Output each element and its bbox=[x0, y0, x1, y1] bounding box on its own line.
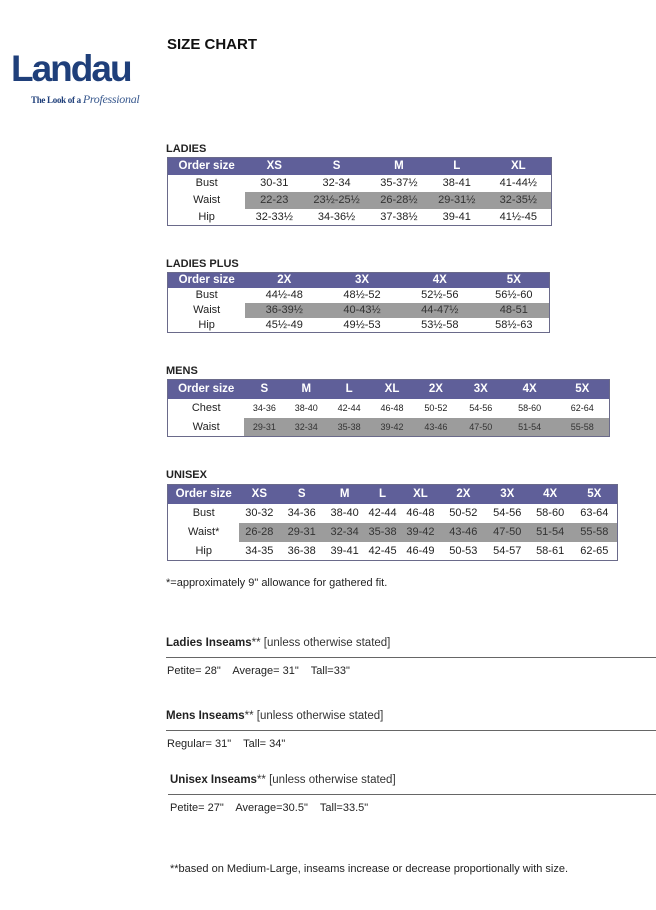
size-header: XS bbox=[245, 158, 303, 175]
measurement-value: 54-56 bbox=[469, 403, 493, 413]
unisex-section-title: UNISEX bbox=[166, 469, 207, 481]
measurement-value: 29-31 bbox=[279, 523, 324, 542]
measurement-value: 58-60 bbox=[518, 403, 542, 413]
measurement-value: 32-33½ bbox=[255, 210, 293, 223]
measurement-value: 46-49 bbox=[406, 544, 435, 557]
size-header: 4X bbox=[401, 273, 479, 288]
size-header: 3X bbox=[323, 273, 401, 288]
measurement-value: 41-44½ bbox=[499, 177, 537, 189]
ladies-inseams-values: Petite= 28" Average= 31" Tall=33" bbox=[167, 665, 350, 677]
measurement-row-waist bbox=[168, 192, 552, 209]
measurement-value: 38-40 bbox=[294, 403, 318, 413]
size-header: M bbox=[284, 380, 328, 399]
size-header: S bbox=[303, 158, 370, 175]
measurement-value: 50-53 bbox=[449, 544, 478, 557]
measurement-value: 46-48 bbox=[406, 507, 435, 519]
size-header: L bbox=[328, 380, 370, 399]
measurement-row-waist bbox=[168, 303, 550, 318]
ladies-plus-size-table bbox=[167, 272, 550, 333]
measurement-value: 39-42 bbox=[370, 418, 414, 437]
measurement-value: 51-54 bbox=[529, 523, 572, 542]
measurement-value: 30-32 bbox=[245, 507, 274, 519]
logo-tagline-prefix: The Look of a bbox=[31, 95, 83, 105]
size-header: 2X bbox=[414, 380, 458, 399]
measurement-value: 39-42 bbox=[400, 523, 441, 542]
measurement-value: 50-52 bbox=[449, 507, 478, 519]
measurement-label: Waist bbox=[193, 194, 221, 206]
size-header: XL bbox=[486, 158, 552, 175]
measurement-value: 38-41 bbox=[442, 177, 471, 189]
measurement-row-bust bbox=[168, 504, 618, 523]
measurement-value: 62-65 bbox=[580, 544, 609, 557]
size-header: 4X bbox=[529, 485, 572, 504]
ladies-header-row bbox=[168, 158, 552, 175]
measurement-value: 40-43½ bbox=[323, 303, 401, 318]
measurement-value: 42-44 bbox=[368, 507, 397, 519]
measurement-value: 23½-25½ bbox=[303, 192, 370, 209]
ladies-plus-header-row bbox=[168, 273, 550, 288]
measurement-value: 42-44 bbox=[337, 403, 361, 413]
mens-inseams-values: Regular= 31" Tall= 34" bbox=[167, 738, 286, 750]
order-size-header: Order size bbox=[168, 158, 246, 175]
unisex-inseams-heading bbox=[170, 774, 396, 786]
size-header: XL bbox=[370, 380, 414, 399]
ladies-inseams-heading bbox=[166, 637, 390, 649]
measurement-value: 44-47½ bbox=[401, 303, 479, 318]
size-header: 4X bbox=[504, 380, 556, 399]
measurement-value: 35-38 bbox=[365, 523, 400, 542]
measurement-value: 48½-52 bbox=[343, 289, 381, 301]
measurement-value: 41½-45 bbox=[499, 210, 537, 223]
ladies-inseams-divider bbox=[166, 657, 656, 658]
measurement-value: 38-40 bbox=[330, 507, 359, 519]
measurement-value: 63-64 bbox=[580, 507, 609, 519]
measurement-row-waist bbox=[168, 523, 618, 542]
measurement-value: 39-41 bbox=[330, 544, 359, 557]
measurement-value: 51-54 bbox=[504, 418, 556, 437]
measurement-label: Chest bbox=[191, 402, 221, 414]
size-header: 5X bbox=[572, 485, 618, 504]
size-header: XS bbox=[239, 485, 279, 504]
gathered-fit-note: *=approximately 9" allowance for gathered fit. bbox=[166, 577, 388, 589]
logo-tagline bbox=[31, 92, 139, 107]
size-header: M bbox=[324, 485, 365, 504]
mens-inseams-divider bbox=[166, 730, 656, 731]
measurement-row-hip bbox=[168, 318, 550, 333]
size-header: 5X bbox=[479, 273, 550, 288]
measurement-value: 34-36 bbox=[287, 507, 316, 519]
measurement-label: Bust bbox=[195, 289, 218, 301]
order-size-header: Order size bbox=[168, 380, 245, 399]
measurement-value: 46-48 bbox=[380, 403, 404, 413]
size-header: 3X bbox=[458, 380, 504, 399]
measurement-value: 22-23 bbox=[245, 192, 303, 209]
page-title: SIZE CHART bbox=[167, 36, 257, 53]
size-header: S bbox=[279, 485, 324, 504]
order-size-header: Order size bbox=[168, 485, 240, 504]
measurement-value: 36-38 bbox=[287, 544, 316, 557]
measurement-value: 32-34 bbox=[284, 418, 328, 437]
size-header: L bbox=[365, 485, 400, 504]
measurement-label: Hip bbox=[195, 544, 212, 557]
measurement-row-waist bbox=[168, 418, 610, 437]
measurement-value: 32-34 bbox=[324, 523, 365, 542]
ladies-size-table bbox=[167, 157, 552, 226]
measurement-value: 34-36 bbox=[252, 403, 276, 413]
measurement-label: Waist bbox=[193, 304, 221, 316]
measurement-value: 49½-53 bbox=[343, 318, 381, 331]
measurement-value: 54-56 bbox=[493, 507, 522, 519]
measurement-label: Bust bbox=[192, 507, 215, 519]
measurement-value: 56½-60 bbox=[495, 289, 533, 301]
measurement-value: 55-58 bbox=[572, 523, 618, 542]
inseam-footnote: **based on Medium-Large, inseams increase or decrease proportionally with size. bbox=[170, 863, 569, 875]
measurement-value: 43-46 bbox=[414, 418, 458, 437]
measurement-label: Waist bbox=[192, 420, 220, 433]
unisex-inseams-label: Unisex Inseams bbox=[170, 774, 257, 786]
measurement-row-bust bbox=[168, 288, 550, 303]
ladies-plus-section-title: LADIES PLUS bbox=[166, 258, 239, 270]
unisex-inseams-suffix: ** [unless otherwise stated] bbox=[256, 774, 396, 786]
mens-inseams-suffix: ** [unless otherwise stated] bbox=[244, 710, 384, 722]
mens-section-title: MENS bbox=[166, 365, 198, 377]
size-header: 3X bbox=[486, 485, 529, 504]
ladies-inseams-label: Ladies Inseams bbox=[166, 637, 252, 649]
size-header: M bbox=[370, 158, 428, 175]
measurement-value: 36-39½ bbox=[245, 303, 323, 318]
logo-wordmark: Landau bbox=[11, 48, 131, 89]
measurement-value: 54-57 bbox=[493, 544, 522, 557]
measurement-value: 52½-56 bbox=[421, 289, 459, 301]
ladies-section-title: LADIES bbox=[166, 143, 207, 155]
measurement-value: 48-51 bbox=[479, 303, 550, 318]
mens-size-table bbox=[167, 379, 610, 437]
measurement-value: 29-31½ bbox=[428, 192, 486, 209]
measurement-value: 35-38 bbox=[328, 418, 370, 437]
unisex-header-row bbox=[168, 485, 618, 504]
measurement-value: 58-60 bbox=[536, 507, 565, 519]
measurement-value: 58½-63 bbox=[495, 318, 533, 331]
measurement-value: 45½-49 bbox=[265, 318, 303, 331]
measurement-value: 44½-48 bbox=[265, 289, 303, 301]
measurement-value: 26-28 bbox=[239, 523, 279, 542]
unisex-inseams-divider bbox=[168, 794, 656, 795]
mens-inseams-heading bbox=[166, 710, 383, 722]
measurement-value: 43-46 bbox=[441, 523, 486, 542]
measurement-value: 32-34 bbox=[322, 177, 351, 189]
size-header: 5X bbox=[556, 380, 610, 399]
measurement-value: 55-58 bbox=[556, 418, 610, 437]
measurement-value: 30-31 bbox=[260, 177, 289, 189]
order-size-header: Order size bbox=[168, 273, 246, 288]
measurement-value: 34-36½ bbox=[317, 210, 356, 223]
measurement-value: 37-38½ bbox=[380, 210, 418, 223]
measurement-label: Hip bbox=[198, 318, 215, 331]
size-header: XL bbox=[400, 485, 441, 504]
measurement-row-chest bbox=[168, 399, 610, 418]
measurement-value: 47-50 bbox=[486, 523, 529, 542]
unisex-size-table bbox=[167, 484, 618, 561]
logo-tagline-script: Professional bbox=[82, 92, 140, 106]
measurement-value: 47-50 bbox=[458, 418, 504, 437]
measurement-row-hip bbox=[168, 209, 552, 226]
measurement-value: 35-37½ bbox=[380, 177, 418, 189]
landau-logo bbox=[11, 50, 151, 110]
mens-header-row bbox=[168, 380, 610, 399]
mens-inseams-label: Mens Inseams bbox=[166, 710, 245, 722]
size-header: S bbox=[244, 380, 284, 399]
measurement-value: 58-61 bbox=[536, 544, 565, 557]
measurement-value: 32-35½ bbox=[486, 192, 552, 209]
measurement-label: Waist* bbox=[188, 526, 220, 538]
measurement-value: 50-52 bbox=[424, 403, 448, 413]
measurement-value: 62-64 bbox=[570, 403, 594, 413]
measurement-value: 53½-58 bbox=[421, 318, 459, 331]
measurement-value: 26-28½ bbox=[370, 192, 428, 209]
measurement-value: 34-35 bbox=[245, 544, 274, 557]
measurement-value: 42-45 bbox=[368, 544, 397, 557]
size-header: 2X bbox=[441, 485, 486, 504]
measurement-row-bust bbox=[168, 175, 552, 192]
measurement-row-hip bbox=[168, 542, 618, 561]
measurement-label: Bust bbox=[195, 177, 218, 189]
size-header: L bbox=[428, 158, 486, 175]
measurement-value: 39-41 bbox=[442, 210, 471, 223]
unisex-inseams-values: Petite= 27" Average=30.5" Tall=33.5" bbox=[170, 802, 369, 814]
measurement-label: Hip bbox=[198, 210, 215, 223]
size-header: 2X bbox=[245, 273, 323, 288]
measurement-value: 29-31 bbox=[244, 418, 284, 437]
ladies-inseams-suffix: ** [unless otherwise stated] bbox=[251, 637, 391, 649]
